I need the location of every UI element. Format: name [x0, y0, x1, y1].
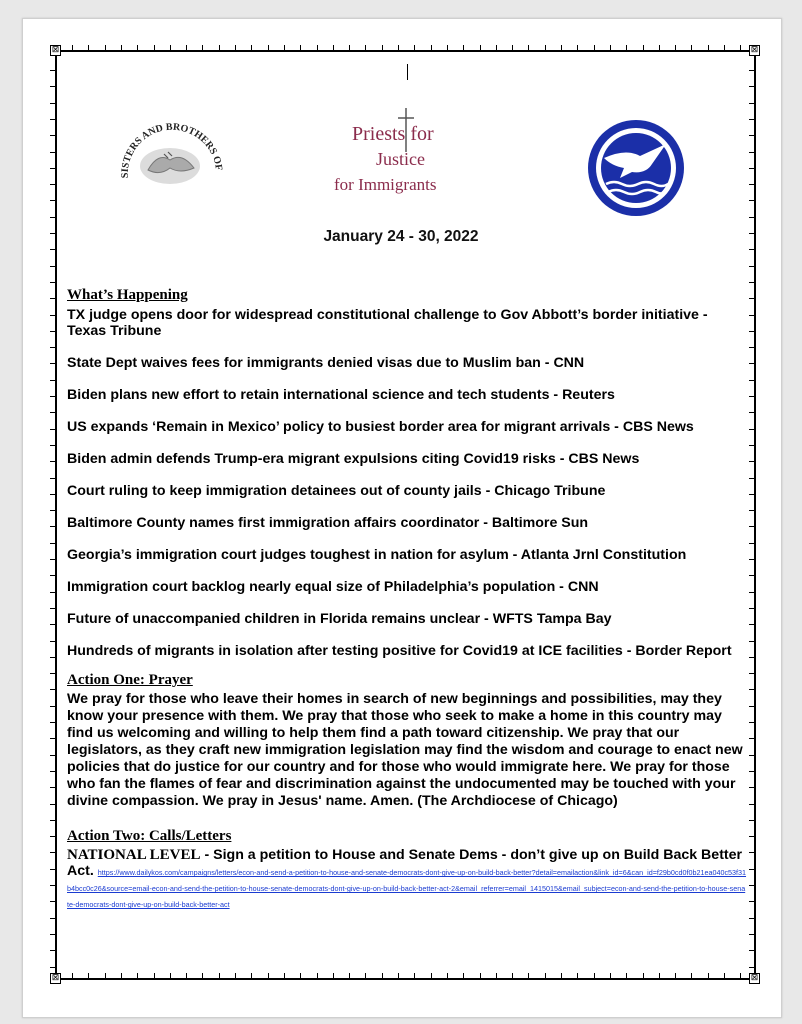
border-tick: [594, 973, 595, 980]
border-tick: [88, 973, 89, 980]
border-tick: [610, 45, 611, 52]
border-tick: [749, 950, 756, 951]
border-tick: [749, 119, 756, 120]
news-item[interactable]: US expands ‘Remain in Mexico’ policy to busiest border area for migrant arrivals - CBS News: [67, 419, 694, 435]
border-tick: [50, 331, 57, 332]
border-tick: [749, 445, 756, 446]
border-tick: [414, 45, 415, 52]
action-one-title: Action One: Prayer: [67, 672, 193, 688]
border-tick: [749, 396, 756, 397]
border-tick: [349, 45, 350, 52]
petition-text: - Sign a petition to House and Senate Dems - don’t give up on Build Back Better Act.: [67, 847, 743, 879]
corner-handle-icon[interactable]: ⊠: [750, 973, 759, 983]
border-tick: [749, 347, 756, 348]
border-tick: [50, 706, 57, 707]
border-tick: [749, 575, 756, 576]
border-tick: [659, 45, 660, 52]
border-tick: [749, 722, 756, 723]
news-item[interactable]: Georgia’s immigration court judges toughest in nation for asylum - Atlanta Jrnl Constitution: [67, 547, 687, 563]
border-tick: [50, 119, 57, 120]
border-tick: [300, 973, 301, 980]
border-tick: [268, 973, 269, 980]
border-tick: [50, 363, 57, 364]
border-tick: [50, 135, 57, 136]
border-tick: [50, 445, 57, 446]
border-tick: [50, 315, 57, 316]
border-tick: [50, 738, 57, 739]
border-tick: [610, 973, 611, 980]
border-tick: [50, 412, 57, 413]
date-range: January 24 - 30, 2022: [323, 228, 479, 245]
corner-handle-icon[interactable]: ⊠: [51, 45, 60, 55]
border-tick: [50, 184, 57, 185]
border-tick: [577, 45, 578, 52]
border-tick: [431, 45, 432, 52]
border-tick: [235, 973, 236, 980]
border-tick: [643, 45, 644, 52]
border-tick: [480, 973, 481, 980]
border-tick: [50, 918, 57, 919]
border-tick: [235, 45, 236, 52]
border-tick: [749, 184, 756, 185]
border-tick: [626, 45, 627, 52]
border-tick: [675, 973, 676, 980]
border-tick: [50, 103, 57, 104]
border-tick: [50, 934, 57, 935]
border-tick: [675, 45, 676, 52]
border-tick: [50, 380, 57, 381]
border-tick: [50, 526, 57, 527]
border-tick: [691, 973, 692, 980]
border-tick: [561, 45, 562, 52]
border-tick: [749, 804, 756, 805]
logo-line1: Priests for: [352, 123, 434, 145]
border-tick: [50, 755, 57, 756]
border-tick: [50, 592, 57, 593]
border-tick: [50, 543, 57, 544]
whats-happening-title: What’s Happening: [67, 287, 188, 303]
border-tick: [349, 973, 350, 980]
news-list: [67, 307, 747, 659]
border-tick: [284, 45, 285, 52]
border-tick: [708, 973, 709, 980]
border-tick: [365, 973, 366, 980]
border-tick: [50, 461, 57, 462]
news-item[interactable]: TX judge opens door for widespread constitutional challenge to Gov Abbott’s border initiative - Texas Tribune: [67, 307, 708, 339]
news-item[interactable]: Biden plans new effort to retain international science and tech students - Reuters: [67, 387, 615, 403]
border-tick: [577, 973, 578, 980]
border-tick: [749, 526, 756, 527]
priests-for-justice-logo: [330, 108, 478, 200]
border-tick: [50, 559, 57, 560]
border-tick: [50, 266, 57, 267]
border-tick: [50, 787, 57, 788]
border-tick: [480, 45, 481, 52]
border-tick: [708, 45, 709, 52]
border-tick: [724, 45, 725, 52]
border-tick: [382, 45, 383, 52]
border-tick: [691, 45, 692, 52]
border-tick: [414, 973, 415, 980]
border-tick: [251, 45, 252, 52]
border-tick: [50, 722, 57, 723]
border-tick: [50, 852, 57, 853]
border-tick: [749, 852, 756, 853]
border-tick: [749, 282, 756, 283]
border-tick: [50, 200, 57, 201]
border-tick: [749, 70, 756, 71]
sisters-brothers-logo: [110, 108, 228, 208]
border-tick: [463, 45, 464, 52]
border-tick: [317, 973, 318, 980]
border-tick: [749, 543, 756, 544]
border-tick: [154, 973, 155, 980]
border-tick: [154, 45, 155, 52]
border-tick: [463, 973, 464, 980]
news-item[interactable]: Hundreds of migrants in isolation after testing positive for Covid19 at ICE facilities - Border Report: [67, 643, 732, 659]
border-tick: [50, 885, 57, 886]
border-tick: [749, 934, 756, 935]
border-tick: [512, 45, 513, 52]
border-tick: [749, 217, 756, 218]
border-tick: [186, 973, 187, 980]
border-tick: [121, 45, 122, 52]
border-tick: [594, 45, 595, 52]
border-tick: [447, 973, 448, 980]
border-tick: [88, 45, 89, 52]
border-tick: [749, 510, 756, 511]
logo-line2: Justice: [376, 149, 425, 169]
border-tick: [50, 478, 57, 479]
border-tick: [50, 249, 57, 250]
border-tick: [398, 45, 399, 52]
border-tick: [72, 973, 73, 980]
border-tick: [545, 45, 546, 52]
border-tick: [317, 45, 318, 52]
border-tick: [186, 45, 187, 52]
border-tick: [50, 804, 57, 805]
border-tick: [749, 592, 756, 593]
border-tick: [50, 347, 57, 348]
border-tick: [50, 673, 57, 674]
border-tick: [512, 973, 513, 980]
logo-line3: for Immigrants: [334, 175, 437, 194]
action-two-text: [67, 847, 747, 911]
border-tick: [170, 45, 171, 52]
border-tick: [105, 973, 106, 980]
border-tick: [50, 86, 57, 87]
border-tick: [268, 45, 269, 52]
border-tick: [749, 901, 756, 902]
border-tick: [749, 380, 756, 381]
prayer-text: We pray for those who leave their homes in search of new beginnings and possibilities, may they know your presence with them. We pray that those who seek to make a home in this country may find us welcoming and willing to help them find a path toward citizenship. We pray that our legislators, as they craft new immigration legislation may find the wisdom and courage to enact new policies that do justice for our country and for those who would immigrate here. We pray for those who fan the flames of fear and discrimination against the undocumented may be touched with your divine compassion. We pray in Jesus' name. Amen. (The Archdiocese of Chicago): [67, 691, 743, 809]
border-tick: [284, 973, 285, 980]
border-tick: [50, 510, 57, 511]
news-item[interactable]: State Dept waives fees for immigrants denied visas due to Muslim ban - CNN: [67, 355, 585, 371]
border-tick: [749, 608, 756, 609]
border-tick: [749, 103, 756, 104]
border-tick: [137, 973, 138, 980]
newsletter-body: [67, 287, 747, 911]
border-tick: [749, 363, 756, 364]
border-tick: [749, 461, 756, 462]
border-tick: [749, 706, 756, 707]
border-tick: [50, 901, 57, 902]
border-tick: [749, 494, 756, 495]
border-tick: [50, 608, 57, 609]
page-border-left: [55, 50, 57, 980]
border-tick: [626, 973, 627, 980]
border-tick: [561, 973, 562, 980]
border-tick: [724, 973, 725, 980]
border-tick: [398, 973, 399, 980]
border-tick: [749, 869, 756, 870]
border-tick: [50, 429, 57, 430]
border-tick: [749, 689, 756, 690]
border-tick: [749, 918, 756, 919]
text-cursor: [407, 64, 408, 80]
border-tick: [528, 45, 529, 52]
border-tick: [749, 331, 756, 332]
border-tick: [50, 689, 57, 690]
border-tick: [72, 45, 73, 52]
border-tick: [251, 973, 252, 980]
border-tick: [749, 641, 756, 642]
border-tick: [50, 298, 57, 299]
border-tick: [300, 45, 301, 52]
border-tick: [219, 973, 220, 980]
border-tick: [749, 755, 756, 756]
border-tick: [50, 624, 57, 625]
border-tick: [219, 45, 220, 52]
news-item[interactable]: Immigration court backlog nearly equal size of Philadelphia’s population - CNN: [67, 579, 599, 595]
dove-icon: [586, 118, 686, 218]
border-tick: [749, 673, 756, 674]
border-tick: [749, 738, 756, 739]
action-two-title: Action Two: Calls/Letters: [67, 828, 232, 844]
border-tick: [749, 168, 756, 169]
border-tick: [659, 973, 660, 980]
border-tick: [50, 771, 57, 772]
border-tick: [50, 70, 57, 71]
border-tick: [50, 950, 57, 951]
border-tick: [50, 657, 57, 658]
border-tick: [382, 973, 383, 980]
border-tick: [365, 45, 366, 52]
national-level-label: NATIONAL LEVEL: [67, 847, 201, 863]
border-tick: [749, 249, 756, 250]
border-tick: [137, 45, 138, 52]
border-tick: [50, 217, 57, 218]
border-tick: [749, 657, 756, 658]
border-tick: [50, 396, 57, 397]
border-tick: [545, 973, 546, 980]
border-tick: [749, 152, 756, 153]
news-item[interactable]: Biden admin defends Trump-era migrant expulsions citing Covid19 risks - CBS News: [67, 451, 640, 467]
border-tick: [749, 624, 756, 625]
corner-handle-icon[interactable]: ⊠: [51, 973, 60, 983]
border-tick: [121, 973, 122, 980]
border-tick: [496, 45, 497, 52]
news-item[interactable]: Court ruling to keep immigration detainees out of county jails - Chicago Tribune: [67, 483, 606, 499]
border-tick: [333, 45, 334, 52]
border-tick: [749, 412, 756, 413]
border-tick: [447, 45, 448, 52]
page-border-bottom: [55, 978, 756, 980]
border-tick: [749, 885, 756, 886]
border-tick: [202, 973, 203, 980]
border-tick: [749, 298, 756, 299]
border-tick: [749, 836, 756, 837]
border-tick: [431, 973, 432, 980]
border-tick: [749, 478, 756, 479]
border-tick: [740, 973, 741, 980]
border-tick: [50, 641, 57, 642]
border-tick: [170, 973, 171, 980]
news-item[interactable]: Future of unaccompanied children in Florida remains unclear - WFTS Tampa Bay: [67, 611, 612, 627]
border-tick: [50, 494, 57, 495]
border-tick: [749, 820, 756, 821]
border-tick: [528, 973, 529, 980]
border-tick: [740, 45, 741, 52]
border-tick: [749, 135, 756, 136]
border-tick: [749, 787, 756, 788]
border-tick: [749, 429, 756, 430]
border-tick: [333, 973, 334, 980]
border-tick: [105, 45, 106, 52]
border-tick: [749, 200, 756, 201]
border-tick: [749, 771, 756, 772]
page-border-top: [55, 50, 756, 52]
border-tick: [50, 152, 57, 153]
border-tick: [50, 282, 57, 283]
border-tick: [496, 973, 497, 980]
petition-link[interactable]: https://www.dailykos.com/campaigns/letters/econ-and-send-a-petition-to-house-and-senate-democrats-dont-give-up-on-build-back-better?detail=emailaction&link_id=6&can_id=f29b0cd0f0b21ea040c53f31b4bcc0c26&source=email-econ-and-send-the-petition-to-house-senate-democrats-dont-give-up-on-build-back-better-act-2&email_referrer=email_1415015&email_subject=econ-and-send-the-petition-to-house-senate-democrats-dont-give-up-on-build-back-better-act: [67, 868, 747, 909]
border-tick: [50, 869, 57, 870]
border-tick: [643, 973, 644, 980]
news-item[interactable]: Baltimore County names first immigration affairs coordinator - Baltimore Sun: [67, 515, 589, 531]
corner-handle-icon[interactable]: ⊠: [750, 45, 759, 55]
border-tick: [50, 168, 57, 169]
border-tick: [749, 967, 756, 968]
border-tick: [749, 559, 756, 560]
page-border-right: [754, 50, 756, 980]
border-tick: [749, 315, 756, 316]
border-tick: [749, 86, 756, 87]
border-tick: [749, 266, 756, 267]
border-tick: [50, 836, 57, 837]
border-tick: [50, 967, 57, 968]
border-tick: [202, 45, 203, 52]
border-tick: [50, 820, 57, 821]
logo-left-text: SISTERS AND BROTHERS OF: [119, 121, 225, 179]
border-tick: [50, 575, 57, 576]
